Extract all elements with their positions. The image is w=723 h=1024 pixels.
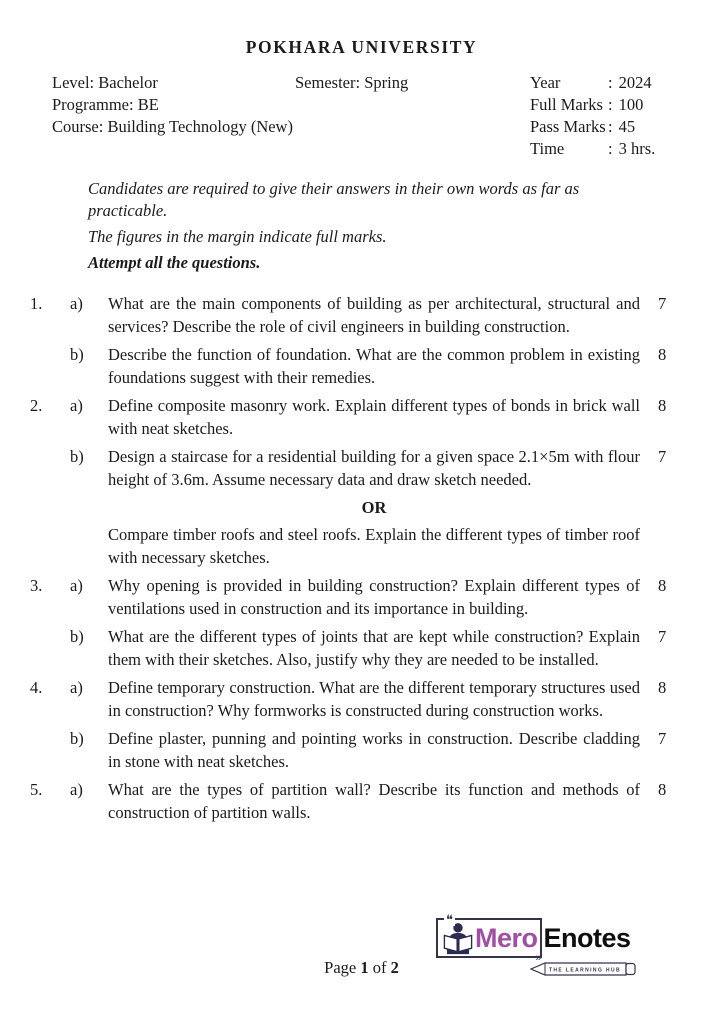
question-number [30,523,70,569]
meta-time-row [530,138,655,160]
or-divider: OR [361,498,387,517]
page-number: 1 [360,958,369,977]
quote-icon: ❝ [446,912,453,927]
logo-box [436,912,542,964]
question-marks: 8 [658,396,667,415]
of-word: of [372,958,387,977]
question-letter: a) [70,678,83,697]
question-number [30,625,70,671]
chevron-icon: » [535,952,542,964]
question-row-4a [0,676,723,722]
meta-passmarks-row [530,116,655,138]
question-letter: b) [70,345,84,364]
logo-brand-mero: Mero [475,922,538,953]
question-number [30,727,70,773]
question-number: 1. [30,294,43,313]
question-text: Why opening is provided in building construction? Explain different types of ventilations used in construction and its importance in building. [108,576,640,618]
question-letter: b) [70,627,84,646]
page-word: Page [324,958,357,977]
question-row-5a [0,778,723,824]
meta-course: Course: Building Technology (New) [52,117,293,136]
question-text: Describe the function of foundation. What are the common problem in existing foundations suggest with their remedies. [108,345,640,387]
logo-tagline: THE LEARNING HUB [548,967,622,974]
meta-year-label: Year [530,73,561,92]
meta-level: Level: Bachelor [52,73,158,92]
question-marks: 8 [658,576,667,595]
question-letter: a) [70,294,83,313]
question-number: 4. [30,678,43,697]
question-text: What are the different types of joints that are kept while construction? Explain them with their sketches. Also, justify why they are needed to be installed. [108,627,640,669]
total-pages: 2 [390,958,399,977]
question-text: Define composite masonry work. Explain different types of bonds in brick wall with neat sketches. [108,396,640,438]
question-text: Compare timber roofs and steel roofs. Explain the different types of timber roof with necessary sketches. [108,525,640,567]
meta-fullmarks-row [530,94,655,116]
question-text: What are the main components of building as per architectural, structural and services? Describe the role of civil engineers in building construction. [108,294,640,336]
question-row-2b [0,445,723,491]
meta-time-colon: : [608,139,613,158]
question-number: 2. [30,396,43,415]
question-number: 5. [30,780,43,799]
question-letter [70,523,108,569]
question-row-3b [0,625,723,671]
logo-top-row [436,912,636,964]
meta-semester: Semester: Spring [295,73,409,92]
question-text: What are the types of partition wall? Describe its function and methods of construction of partition walls. [108,780,640,822]
question-marks: 7 [658,294,667,313]
meta-programme: Programme: BE [52,95,159,114]
question-text: Define temporary construction. What are the different temporary structures used in construction? Why formworks is constructed during construction works. [108,678,640,720]
question-row-3a [0,574,723,620]
question-marks: 7 [658,447,667,466]
instruction-line: The figures in the margin indicate full marks. [88,227,387,246]
question-number [30,343,70,389]
question-number [30,445,70,491]
question-row-2-or-alternative [0,523,723,569]
meta-time-value: 3 hrs. [618,139,656,158]
meta-fullmarks-label: Full Marks [530,95,603,114]
question-letter: a) [70,576,83,595]
question-text: Define plaster, punning and pointing works in construction. Describe cladding in stone with neat sketches. [108,729,640,771]
questions-list [0,292,723,824]
meta-fullmarks-colon: : [608,95,613,114]
meta-passmarks-colon: : [608,117,613,136]
question-marks: 8 [658,345,667,364]
question-number: 3. [30,576,43,595]
question-row-1a [0,292,723,338]
question-letter: b) [70,447,84,466]
question-row-1b [0,343,723,389]
page-title: POKHARA UNIVERSITY [245,37,478,57]
question-letter: a) [70,780,83,799]
meta-year-row [530,72,655,94]
question-letter: a) [70,396,83,415]
question-marks: 8 [658,780,667,799]
meta-fullmarks-value: 100 [618,95,644,114]
page-number-line [0,958,723,978]
question-row-2a [0,394,723,440]
question-marks: 8 [658,678,667,697]
logo-brand-enotes: Enotes [543,922,631,953]
question-letter: b) [70,729,84,748]
meta-time-label: Time [530,139,565,158]
meta-passmarks-label: Pass Marks [530,117,606,136]
question-marks [640,523,723,569]
instruction-line-attempt-all: Attempt all the questions. [88,253,261,272]
instruction-line: Candidates are required to give their answers in their own words as far as practicable. [88,179,580,220]
meta-right-block [530,72,655,160]
question-row-4b [0,727,723,773]
meta-passmarks-value: 45 [618,117,636,136]
question-marks: 7 [658,627,667,646]
question-marks: 7 [658,729,667,748]
header-meta [52,72,723,162]
question-text: Design a staircase for a residential building for a given space 2.1×5m with flour height of 3.6m. Assume necessary data and draw sketch needed. [108,447,640,489]
meta-year-colon: : [608,73,613,92]
meta-year-value: 2024 [618,73,652,92]
instructions-block [88,178,645,274]
